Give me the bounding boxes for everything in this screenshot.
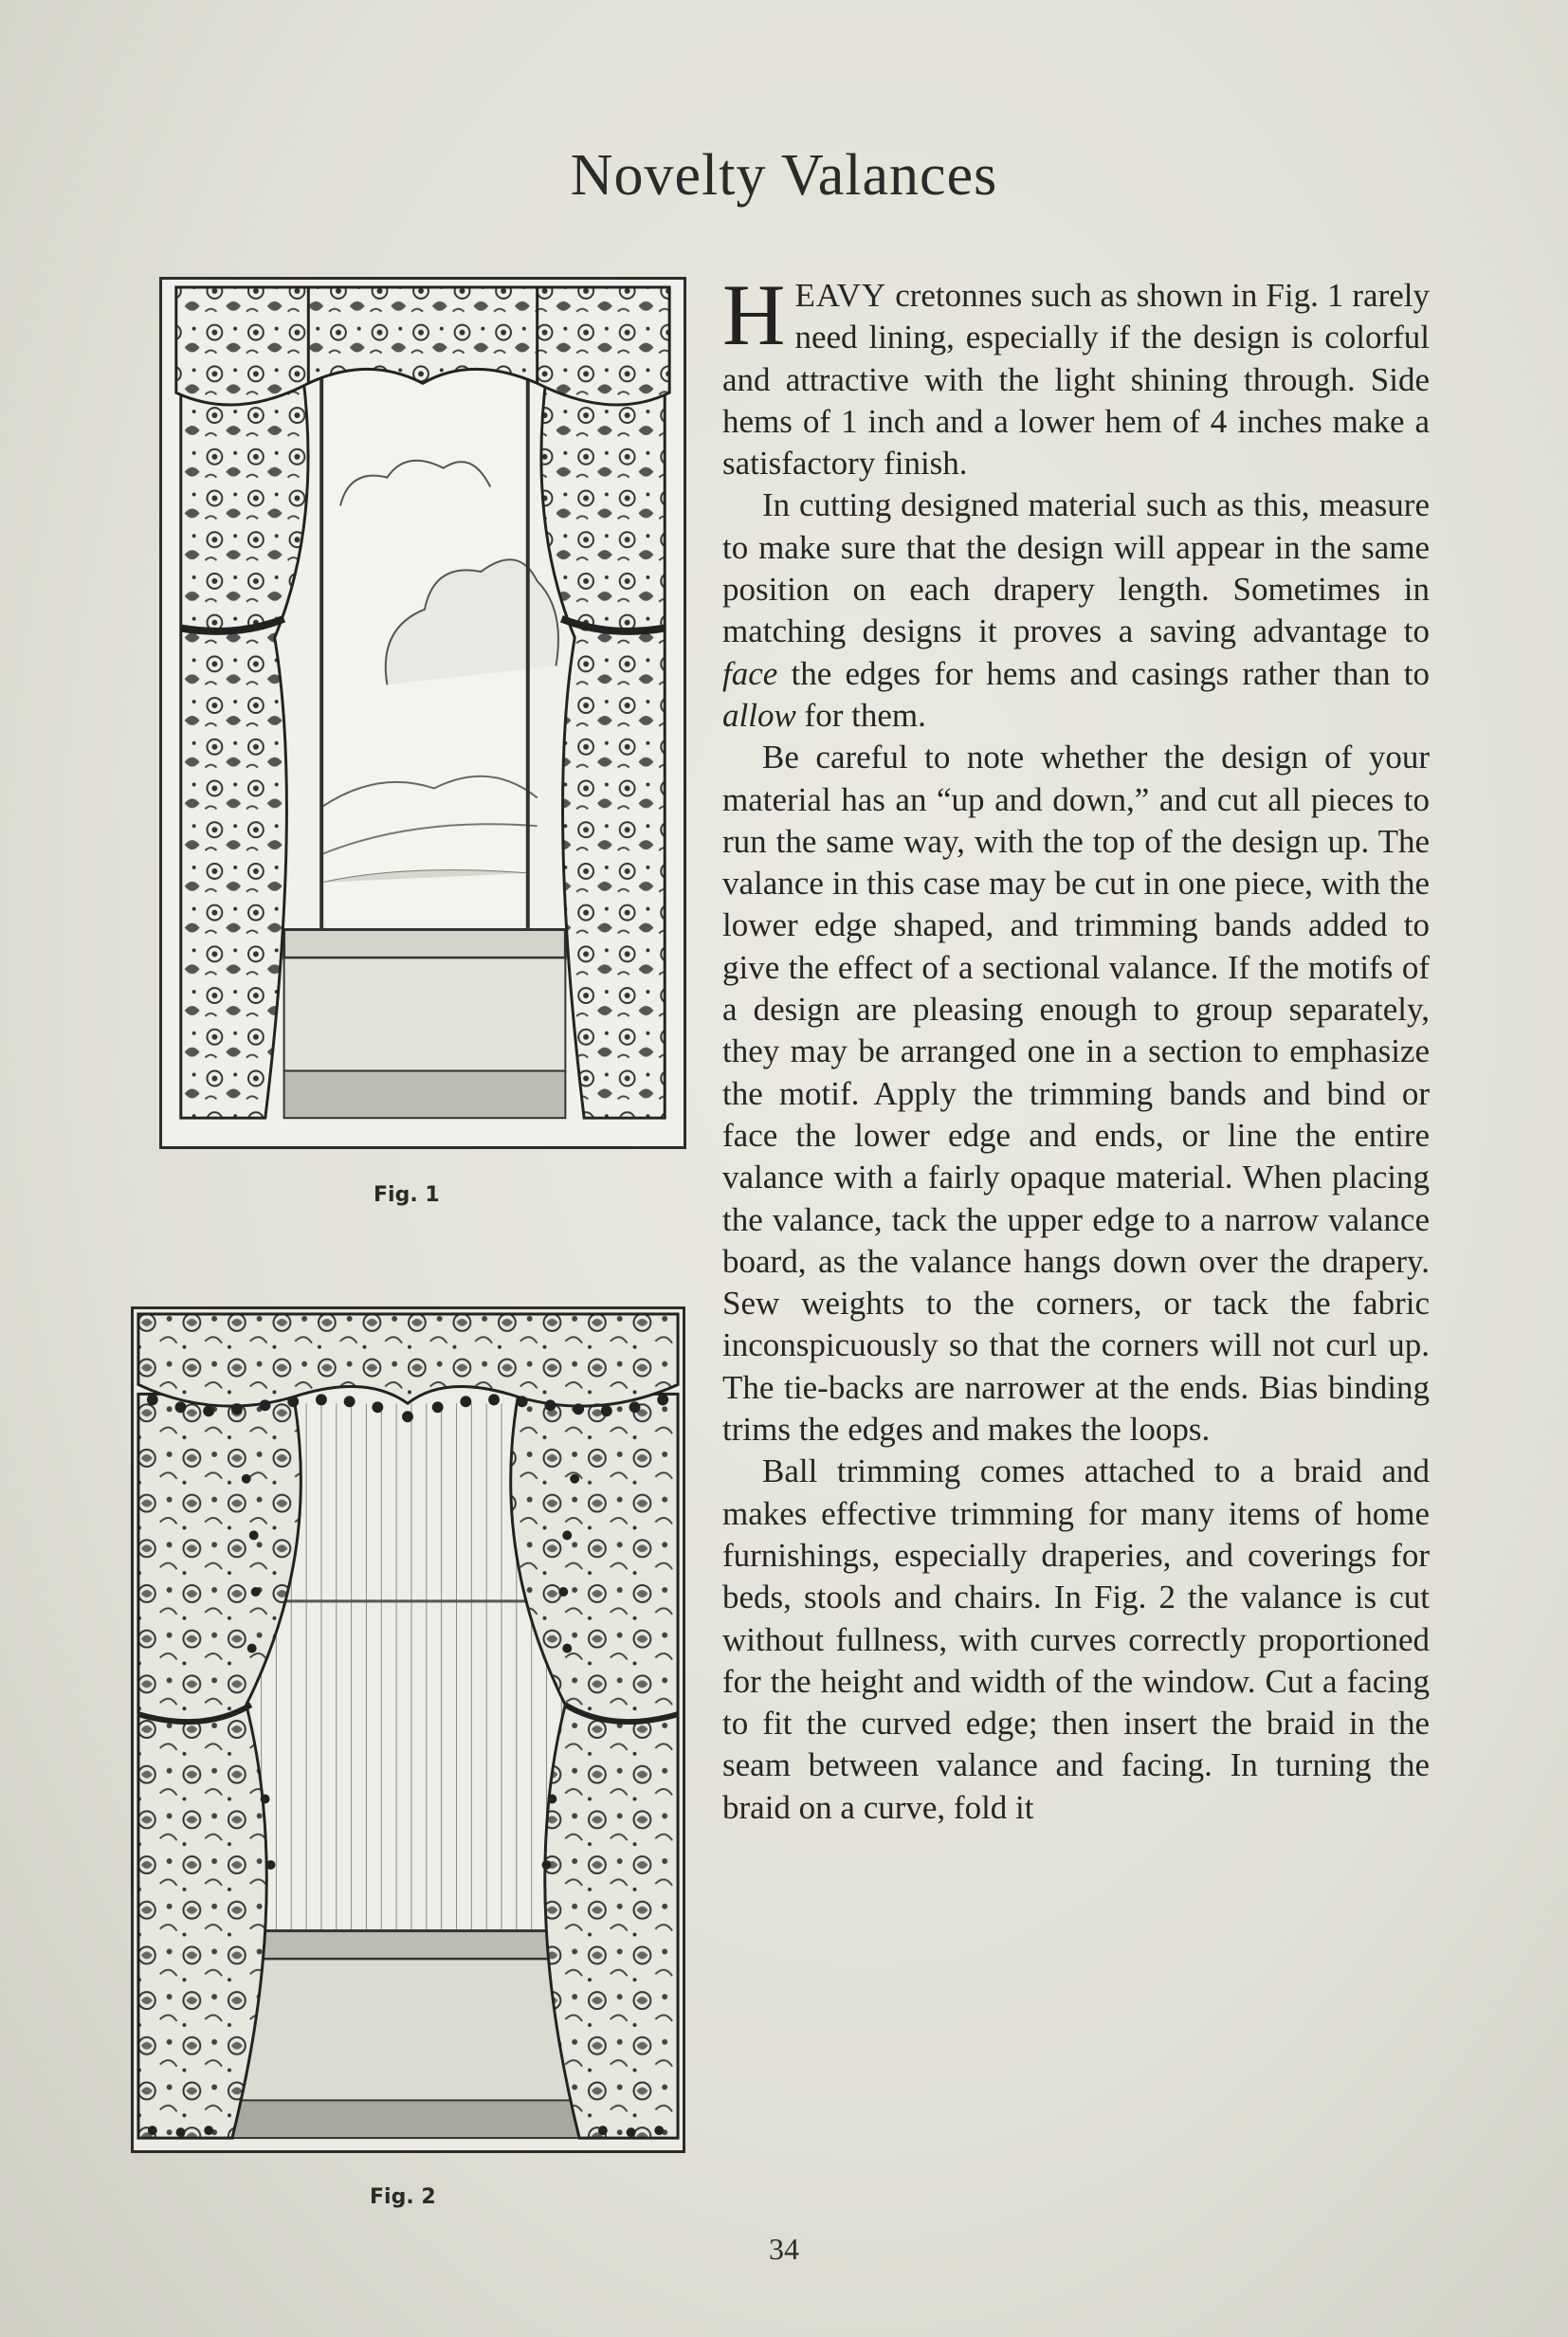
paragraph-4: Ball trimming comes attached to a braid and makes effective trimming for many items of home furnishings, especially draperies, and coverings for beds, stools and chairs. In Fig. 2 the valance is cut without fullness, with curves correctly proportioned for the height and width of the window. Cut a facing to fit the curved edge; then insert the braid in the seam between valance and facing. In turning the braid on a curve, fold it <box>722 1452 1430 1826</box>
lead-word: EAVY <box>794 277 887 314</box>
window-ball-trim-valance-illustration <box>134 1309 683 2150</box>
figure-2-caption: Fig. 2 <box>370 2185 436 2209</box>
page-title: Novelty Valances <box>570 143 998 208</box>
paragraph-3: Be careful to note whether the design of your material has an “up and down,” and cut all pieces to run the same way, with the top of the design up. The valance in this case may be cut in one piece, with the lower edge shaped, and trimming bands added to give the effect of a sectional valance. If the motifs of a design are pleasing enough to group separately, they may be arranged one in a section to emphasize the motif. Apply the trimming bands and bind or face the lower edge and ends, or line the entire valance with a fairly opaque material. When placing the valance, tack the upper edge to a narrow valance board, as the valance hangs down over the drapery. Sew weights to the corners, or tack the fabric inconspicuously so that the corners will not curl up. The tie-backs are narrower at the ends. Bias binding trims the edges and makes the loops. <box>722 739 1430 1449</box>
paragraph-2-text-a: In cutting designed material such as this, measure to make sure that the design will appear in the same position on each drapery length. Sometimes in matching designs it proves a saving advantage to <box>722 486 1430 650</box>
paragraph-2 <box>722 484 1430 737</box>
window-cretonne-valance-illustration <box>162 280 684 1146</box>
paragraph-1-text: cretonnes such as shown in Fig. 1 rarely need lining, especially if the design is colorful and attractive with the light shining through. Side hems of 1 inch and a lower hem of 4 inches make a satisfactory finish. <box>722 277 1430 483</box>
figure-1 <box>159 277 686 1149</box>
drop-cap: H <box>722 266 786 363</box>
figure-1-caption: Fig. 1 <box>374 1183 440 1207</box>
paragraph-2-text-c: for them. <box>795 696 926 734</box>
figure-2 <box>131 1306 685 2153</box>
paragraph-1 <box>722 266 1430 484</box>
paragraph-2-text-b: the edges for hems and casings rather than to <box>777 654 1430 692</box>
article-body <box>722 266 1430 1829</box>
emphasis-face: face <box>722 654 778 692</box>
emphasis-allow: allow <box>722 696 796 734</box>
page-number: 34 <box>769 2232 799 2266</box>
